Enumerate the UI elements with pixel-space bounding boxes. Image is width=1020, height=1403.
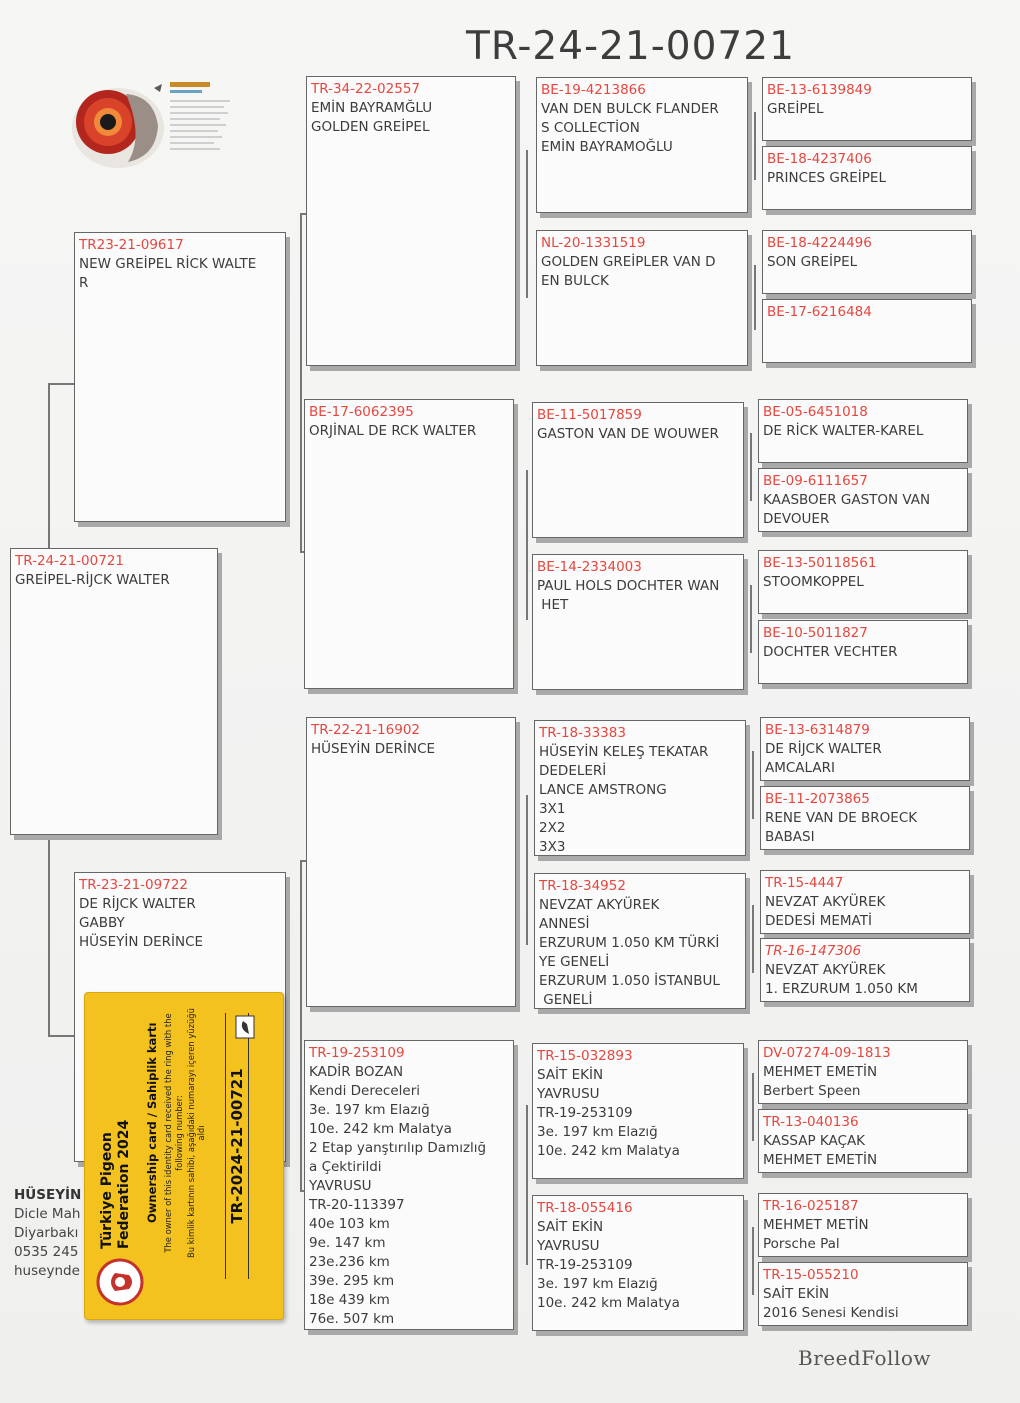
pedigree-card-g3-5 [534, 720, 746, 856]
ring-number: TR-24-21-00721 [15, 553, 124, 569]
result-line: GENELİ [539, 992, 593, 1008]
note-line: ANNESİ [539, 916, 590, 932]
note-line: YAVRUSU [537, 1086, 600, 1102]
card-heading: Ownership card / Sahiplik kartı [145, 1022, 159, 1223]
pigeon-name: VAN DEN BULCK FLANDER [541, 101, 719, 117]
pigeon-name: RENE VAN DE BROECK [765, 810, 918, 826]
ring-number: TR-16-025187 [763, 1198, 859, 1214]
federation-name [99, 1120, 133, 1249]
result-line: ERZURUM 1.050 İSTANBUL [539, 973, 720, 989]
pigeon-stamp-icon [235, 1015, 255, 1039]
card-text-en: The owner of this identity card received the ring with the following number: [163, 1013, 184, 1253]
ring-number: TR-15-055210 [763, 1267, 859, 1283]
pigeon-name: NEW GREİPEL RİCK WALTE [79, 256, 257, 272]
ring-number: BE-18-4237406 [767, 151, 872, 167]
connector-line [752, 1227, 754, 1295]
pigeon-name: GOLDEN GREİPLER VAN D [541, 254, 716, 270]
pigeon-name: R [79, 275, 89, 291]
pedigree-card-g4-16 [758, 1262, 968, 1326]
pedigree-card-g3-3 [532, 402, 744, 538]
connector-line [526, 795, 528, 945]
breeder-name: HÜSEYİN KELEŞ TEKATAR [539, 744, 709, 760]
federation-badge-icon [95, 1257, 145, 1307]
ring-reference: TR-19-253109 [537, 1105, 633, 1121]
ring-number: BE-10-5011827 [763, 625, 868, 641]
result-line: 39e. 295 km [309, 1273, 395, 1289]
connector-line [48, 383, 50, 553]
ring-number: TR-19-253109 [309, 1045, 405, 1061]
ring-number: NL-20-1331519 [541, 235, 646, 251]
ring-number: TR-15-032893 [537, 1048, 633, 1064]
connector-line [526, 150, 528, 298]
note-line: 3X3 [539, 839, 566, 855]
breeder-name: MEHMET EMETİN [763, 1064, 878, 1080]
pedigree-card-g4-3 [762, 230, 972, 294]
breeder-name: HÜSEYİN DERİNCE [311, 741, 436, 757]
note-line: 2 Etap yanştırılıp Damızlığ [309, 1140, 487, 1156]
connector-line [752, 751, 754, 819]
ring-number: TR-18-055416 [537, 1200, 633, 1216]
pigeon-name: Berbert Speen [763, 1083, 861, 1099]
pedigree-card-sire [74, 232, 286, 522]
ring-number: TR-23-21-09722 [79, 877, 188, 893]
pedigree-card-g3-4 [532, 554, 744, 690]
card-ring-number: TR-2024-21-00721 [225, 1013, 249, 1279]
pedigree-card-g3-6 [534, 873, 746, 1009]
breeder-name: KADİR BOZAN [309, 1064, 404, 1080]
ring-number: TR-34-22-02557 [311, 81, 420, 97]
pedigree-card-g4-1 [762, 77, 972, 141]
ring-number: BE-09-6111657 [763, 473, 868, 489]
pigeon-name: GOLDEN GREİPEL [311, 119, 430, 135]
ring-number: BE-14-2334003 [537, 559, 642, 575]
pedigree-card-g4-8 [758, 620, 968, 684]
connector-line [750, 585, 752, 653]
ring-number: TR-16-147306 [765, 943, 862, 959]
pigeon-name: ORJİNAL DE RCK WALTER [309, 423, 477, 439]
pedigree-card-g4-4 [762, 299, 972, 363]
pedigree-card-g4-2 [762, 146, 972, 210]
pedigree-card-g4-5 [758, 399, 968, 463]
pigeon-name: PRINCES GREİPEL [767, 170, 886, 186]
card-text-tr: Bu kimlik kartının sahibi, aşağıdaki numarayı içeren yüzüğü aldı [186, 1008, 206, 1258]
note-line: LANCE AMSTRONG [539, 782, 667, 798]
pigeon-name: STOOMKOPPEL [763, 574, 864, 590]
pedigree-card-g4-9 [760, 717, 970, 781]
pedigree-card-g3-2 [536, 230, 748, 366]
pigeon-name: S COLLECTİON [541, 120, 640, 136]
result-line: 40e 103 km [309, 1216, 390, 1232]
pigeon-name: Porsche Pal [763, 1236, 840, 1252]
pigeon-name: GASTON VAN DE WOUWER [537, 426, 719, 442]
breedfollow-brand: BreedFollow [798, 1346, 932, 1370]
ring-number: BE-05-6451018 [763, 404, 868, 420]
pigeon-eye-logo [66, 76, 246, 176]
pedigree-card-g2-3 [306, 717, 516, 1007]
breeder-name: MEHMET METİN [763, 1217, 869, 1233]
pedigree-title: TR-24-21-00721 [466, 24, 795, 69]
pedigree-card-g2-1 [306, 76, 516, 366]
owner-email: huseynde [14, 1263, 80, 1279]
breeder-name: SAİT EKİN [537, 1219, 604, 1235]
pedigree-card-g4-15 [758, 1193, 968, 1257]
pedigree-card-g4-14 [758, 1109, 968, 1173]
connector-line [526, 1105, 528, 1265]
result-line: 10e. 242 km Malatya [537, 1295, 680, 1311]
breeder-name: NEVZAT AKYÜREK [765, 962, 886, 978]
pigeon-name: DOCHTER VECHTER [763, 644, 898, 660]
pedigree-card-g3-1 [536, 77, 748, 213]
pigeon-name: KAASBOER GASTON VAN [763, 492, 931, 508]
ring-number: TR-15-4447 [765, 875, 844, 891]
note-line: BABASI [765, 829, 815, 845]
note-line: 3X1 [539, 801, 566, 817]
note-line: DEDELERİ [539, 763, 607, 779]
owner-address: Dicle Mah [14, 1206, 81, 1222]
federation-name-line1: Türkiye Pigeon [99, 1132, 115, 1249]
result-line: 10e. 242 km Malatya [537, 1143, 680, 1159]
pigeon-name: HET [537, 597, 569, 613]
owner-contact [14, 1186, 81, 1281]
breeder-name: EMİN BAYRAMOĞLU [541, 139, 673, 155]
ring-number: BE-18-4224496 [767, 235, 872, 251]
pedigree-card-g2-4 [304, 1040, 514, 1330]
breeder-name: MEHMET EMETİN [763, 1152, 878, 1168]
breeder-name: NEVZAT AKYÜREK [765, 894, 886, 910]
owner-city: Diyarbakı [14, 1225, 79, 1241]
pedigree-card-g4-10 [760, 786, 970, 850]
result-line: 9e. 147 km [309, 1235, 386, 1251]
ring-number: TR23-21-09617 [79, 237, 184, 253]
connector-line [300, 213, 302, 551]
connector-line [754, 112, 756, 180]
pedigree-card-g4-13 [758, 1040, 968, 1104]
connector-line [752, 1073, 754, 1141]
ring-number: DV-07274-09-1813 [763, 1045, 891, 1061]
ring-number: BE-13-50118561 [763, 555, 877, 571]
pigeon-name: KASSAP KAÇAK [763, 1133, 866, 1149]
ring-number: BE-13-6139849 [767, 82, 872, 98]
note-line: DEDESİ MEMATİ [765, 913, 872, 929]
result-line: 3e. 197 km Elazığ [309, 1102, 430, 1118]
connector-line [300, 860, 302, 1190]
connector-line [750, 433, 752, 501]
result-line: 1. ERZURUM 1.050 KM [765, 981, 918, 997]
ring-number: TR-13-040136 [763, 1114, 859, 1130]
breeder-name: SAİT EKİN [537, 1067, 604, 1083]
result-line: 18e 439 km [309, 1292, 390, 1308]
pigeon-name: DEVOUER [763, 511, 830, 527]
pedigree-card-g4-7 [758, 550, 968, 614]
note-line: YAVRUSU [309, 1178, 372, 1194]
pedigree-card-g4-12 [760, 938, 970, 1002]
note-line: AMCALARI [765, 760, 835, 776]
connector-line [752, 905, 754, 973]
ring-reference: TR-19-253109 [537, 1257, 633, 1273]
result-line: 3e. 197 km Elazığ [537, 1124, 658, 1140]
result-line: 23e.236 km [309, 1254, 390, 1270]
pigeon-name: GREİPEL [767, 101, 824, 117]
pedigree-card-g3-8 [532, 1195, 744, 1331]
pedigree-card-g4-11 [760, 870, 970, 934]
pedigree-card-g3-7 [532, 1043, 744, 1179]
ring-number: BE-13-6314879 [765, 722, 870, 738]
ring-number: BE-17-6216484 [767, 304, 872, 320]
pigeon-name: DE RİJCK WALTER [79, 896, 196, 912]
breeder-name: NEVZAT AKYÜREK [539, 897, 660, 913]
ring-number: BE-19-4213866 [541, 82, 646, 98]
note-line: 2X2 [539, 820, 566, 836]
ring-reference: TR-20-113397 [309, 1197, 405, 1213]
ring-number: BE-11-5017859 [537, 407, 642, 423]
pigeon-name: DE RİCK WALTER-KAREL [763, 423, 924, 439]
ring-number: BE-17-6062395 [309, 404, 414, 420]
note-line: Kendi Dereceleri [309, 1083, 420, 1099]
ring-number: TR-18-33383 [539, 725, 626, 741]
result-line: 76e. 507 km [309, 1311, 395, 1327]
pigeon-name: GREİPEL-RİJCK WALTER [15, 572, 170, 588]
note-line: a Çektirildi [309, 1159, 382, 1175]
result-line: 3e. 197 km Elazığ [537, 1276, 658, 1292]
connector-line [48, 835, 50, 1035]
breeder-name: HÜSEYİN DERİNCE [79, 934, 204, 950]
pedigree-card-g4-6 [758, 468, 968, 532]
owner-phone: 0535 245 [14, 1244, 79, 1260]
breeder-name: EMİN BAYRAMĞLU [311, 100, 433, 116]
result-line: YE GENELİ [539, 954, 610, 970]
breeder-name: SAİT EKİN [763, 1286, 830, 1302]
owner-name: HÜSEYİN [14, 1187, 82, 1203]
note-line: 2016 Senesi Kendisi [763, 1305, 899, 1321]
ring-number: TR-22-21-16902 [311, 722, 420, 738]
result-line: ERZURUM 1.050 KM TÜRKİ [539, 935, 720, 951]
pigeon-name: SON GREİPEL [767, 254, 858, 270]
pigeon-name: DE RİJCK WALTER [765, 741, 882, 757]
pedigree-card-g2-2 [304, 399, 514, 689]
ownership-card [84, 992, 284, 1320]
pigeon-name: EN BULCK [541, 273, 609, 289]
pigeon-name: PAUL HOLS DOCHTER WAN [537, 578, 720, 594]
pigeon-note: GABBY [79, 915, 125, 931]
federation-name-line2: Federation 2024 [116, 1119, 132, 1249]
note-line: YAVRUSU [537, 1238, 600, 1254]
connector-line [526, 470, 528, 620]
ring-number: TR-18-34952 [539, 878, 626, 894]
ring-number: BE-11-2073865 [765, 791, 870, 807]
result-line: 10e. 242 km Malatya [309, 1121, 452, 1137]
connector-line [754, 265, 756, 330]
pedigree-card-subject [10, 548, 218, 835]
